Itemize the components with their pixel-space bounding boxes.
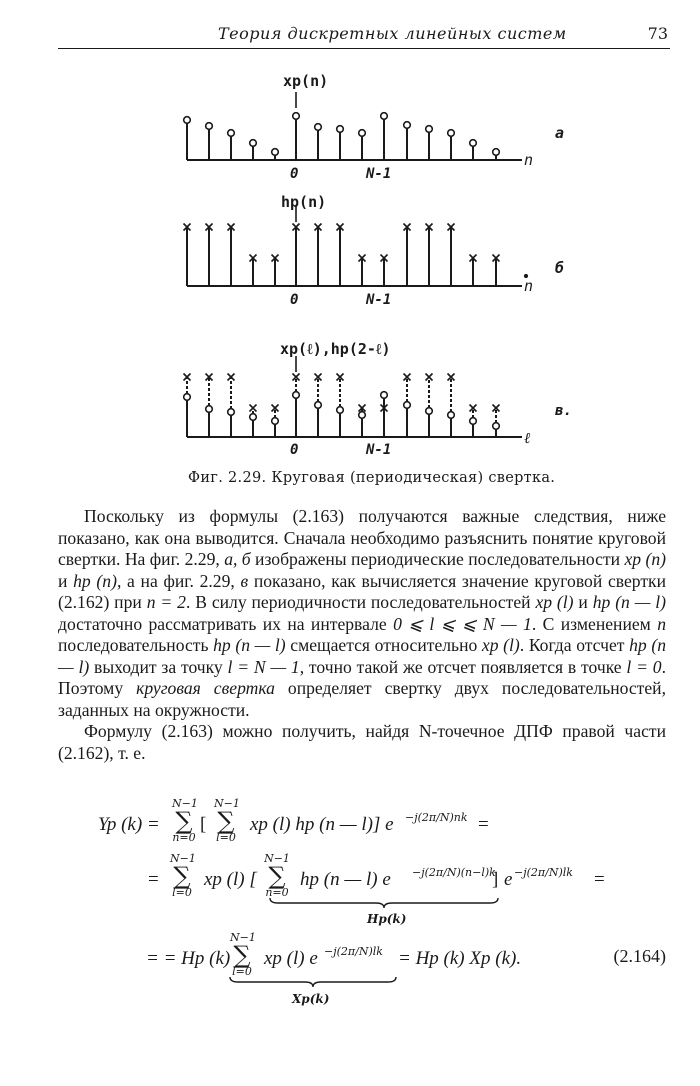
eq-sum-l-3: N−1 ∑ l=0	[230, 931, 256, 978]
panel-c-x-sample-11	[426, 408, 433, 415]
panel-a-axis-var: n	[524, 151, 534, 169]
eq-bracket-open: [	[200, 814, 207, 835]
panel-c-zero: 0	[290, 442, 299, 458]
panel-a	[184, 72, 564, 372]
panel-c-h-sample-3	[250, 405, 257, 412]
panel-b-n-1: N-1	[366, 292, 392, 308]
eq-line2-eq-end: =	[594, 869, 605, 890]
panel-a-fn-label: xp(n)	[283, 72, 329, 90]
figure-caption: Фиг. 2.29. Круговая (периодическая) свертка.	[188, 470, 556, 486]
panel-a-sample-14	[493, 149, 500, 156]
eq-sum-n-1: N−1 ∑ n=0	[172, 797, 198, 844]
panel-c-x-sample-7	[337, 407, 344, 414]
running-title: Теория дискретных линейных систем	[218, 24, 567, 43]
paragraph-1: Поскольку из формулы (2.163) получаются важные следствия, ниже показано, как она выводится. Сначала необходимо разъяснить понятие круговой свертки. На фиг. 2.29, а, б изображены периодические последовательности xp (n) и hp (n), а на фиг. 2.29, в показано, как вычисляется значение круговой свертки (2.162) при n = 2. В силу периодичности последовательностей xp (l) и hp (n — l) достаточно рассматривать их на интервале 0 ⩽ l ⩽ ⩽ N — 1. С изменением n последовательность hp (n — l) смещается относительно xp (l). Когда отсчет hp (n — l) выходит за точку l = N — 1, точно такой же отсчет появляется в точке l = 0. Поэтому круговая свертка определяет свертку двух последовательностей, заданных на окружности.	[58, 506, 667, 720]
panel-a-sample-10	[404, 122, 411, 129]
eq-line1-eq: =	[478, 814, 489, 835]
eq-line3-body: = = Hp (k)	[146, 948, 231, 969]
panel-c-x-sample-3	[250, 414, 257, 421]
eq-line1-lhs: Yp (k) =	[98, 814, 160, 835]
panel-c-fn-label: xp(ℓ),hp(2-ℓ)	[280, 340, 391, 358]
panel-a-zero: 0	[290, 166, 299, 182]
panel-a-sample-2	[228, 130, 235, 137]
eq-line1-body: xp (l) hp (n — l)] e	[250, 814, 394, 835]
eq-line2-eq: =	[148, 869, 159, 890]
eq-xp-label: Xp(k)	[292, 992, 330, 1006]
panel-c-x-sample-1	[206, 406, 213, 413]
eq-line2-e: e	[504, 869, 513, 890]
panel-a-sample-9	[381, 113, 388, 120]
running-header	[58, 22, 670, 49]
figure-2-29	[160, 72, 580, 462]
panel-b-zero: 0	[290, 292, 299, 308]
panel-c-x-sample-13	[470, 418, 477, 425]
panel-b-label: б	[555, 259, 565, 277]
panel-c-h-sample-0	[184, 374, 191, 381]
panel-a-sample-0	[184, 117, 191, 124]
eq-line1-exp: −j(2π/N)nk	[405, 811, 468, 824]
equation-number: (2.164)	[613, 946, 666, 966]
eq-sum-n-2: N−1 ∑ n=0	[264, 852, 290, 899]
eq-underbrace-xp	[228, 975, 398, 989]
panel-c-h-sample-2	[228, 374, 235, 381]
eq-line3-exp: −j(2π/N)lk	[324, 945, 383, 958]
eq-line2-exp-inner: −j(2π/N)(n−l)k	[412, 866, 496, 879]
panel-c-x-sample-0	[184, 394, 191, 401]
panel-a-sample-11	[426, 126, 433, 133]
eq-sum-l-1: N−1 ∑ l=0	[214, 797, 240, 844]
panel-c-x-sample-12	[448, 412, 455, 419]
panel-a-sample-7	[337, 126, 344, 133]
panel-c-x-sample-8	[359, 412, 366, 419]
panel-a-n-1: N-1	[366, 166, 392, 182]
panel-c	[184, 340, 572, 458]
eq-hp-label: Hp(k)	[367, 912, 407, 926]
eq-line2-body-b: hp (n — l) e	[300, 869, 391, 890]
panel-c-x-sample-9	[381, 392, 388, 399]
panel-a-sample-8	[359, 130, 366, 137]
panel-c-x-sample-6	[315, 402, 322, 409]
eq-line3-rhs: = Hp (k) Xp (k).	[398, 948, 522, 969]
panel-b	[184, 193, 565, 308]
eq-line2-exp-outer: −j(2π/N)lk	[514, 866, 573, 879]
eq-line2-body-a: xp (l) [	[204, 869, 257, 890]
panel-a-label: а	[555, 124, 565, 142]
eq-sum-l-2: N−1 ∑ l=0	[170, 852, 196, 899]
panel-c-stems	[184, 374, 500, 438]
panel-a-sample-5	[293, 113, 300, 120]
page-number: 73	[647, 24, 668, 43]
panel-c-x-sample-5	[293, 392, 300, 399]
panel-c-x-sample-14	[493, 423, 500, 430]
panel-a-sample-6	[315, 124, 322, 131]
panel-a-sample-1	[206, 123, 213, 130]
panel-a-sample-4	[272, 149, 279, 156]
panel-c-h-sample-11	[426, 374, 433, 381]
panel-c-axis-var: ℓ	[524, 429, 531, 447]
panel-c-x-sample-10	[404, 402, 411, 409]
body-text	[58, 506, 666, 764]
panel-a-sample-13	[470, 140, 477, 147]
eq-underbrace-hp	[268, 896, 500, 910]
panel-b-fn-label: hp(n)	[281, 193, 327, 211]
panel-c-n-1: N-1	[366, 442, 392, 458]
panel-c-x-sample-2	[228, 409, 235, 416]
panel-b-stems	[184, 224, 500, 287]
panel-c-x-sample-4	[272, 418, 279, 425]
panel-c-label: в.	[555, 403, 572, 419]
panel-a-sample-3	[250, 140, 257, 147]
paragraph-2: Формулу (2.163) можно получить, найдя N-точечное ДПФ правой части (2.162), т. е.	[58, 721, 666, 763]
eq-line3-sum-body: xp (l) e	[264, 948, 318, 969]
eq-line2-bracket-close: ]	[492, 869, 499, 890]
panel-b-axis-var: n	[524, 277, 534, 295]
panel-a-sample-12	[448, 130, 455, 137]
